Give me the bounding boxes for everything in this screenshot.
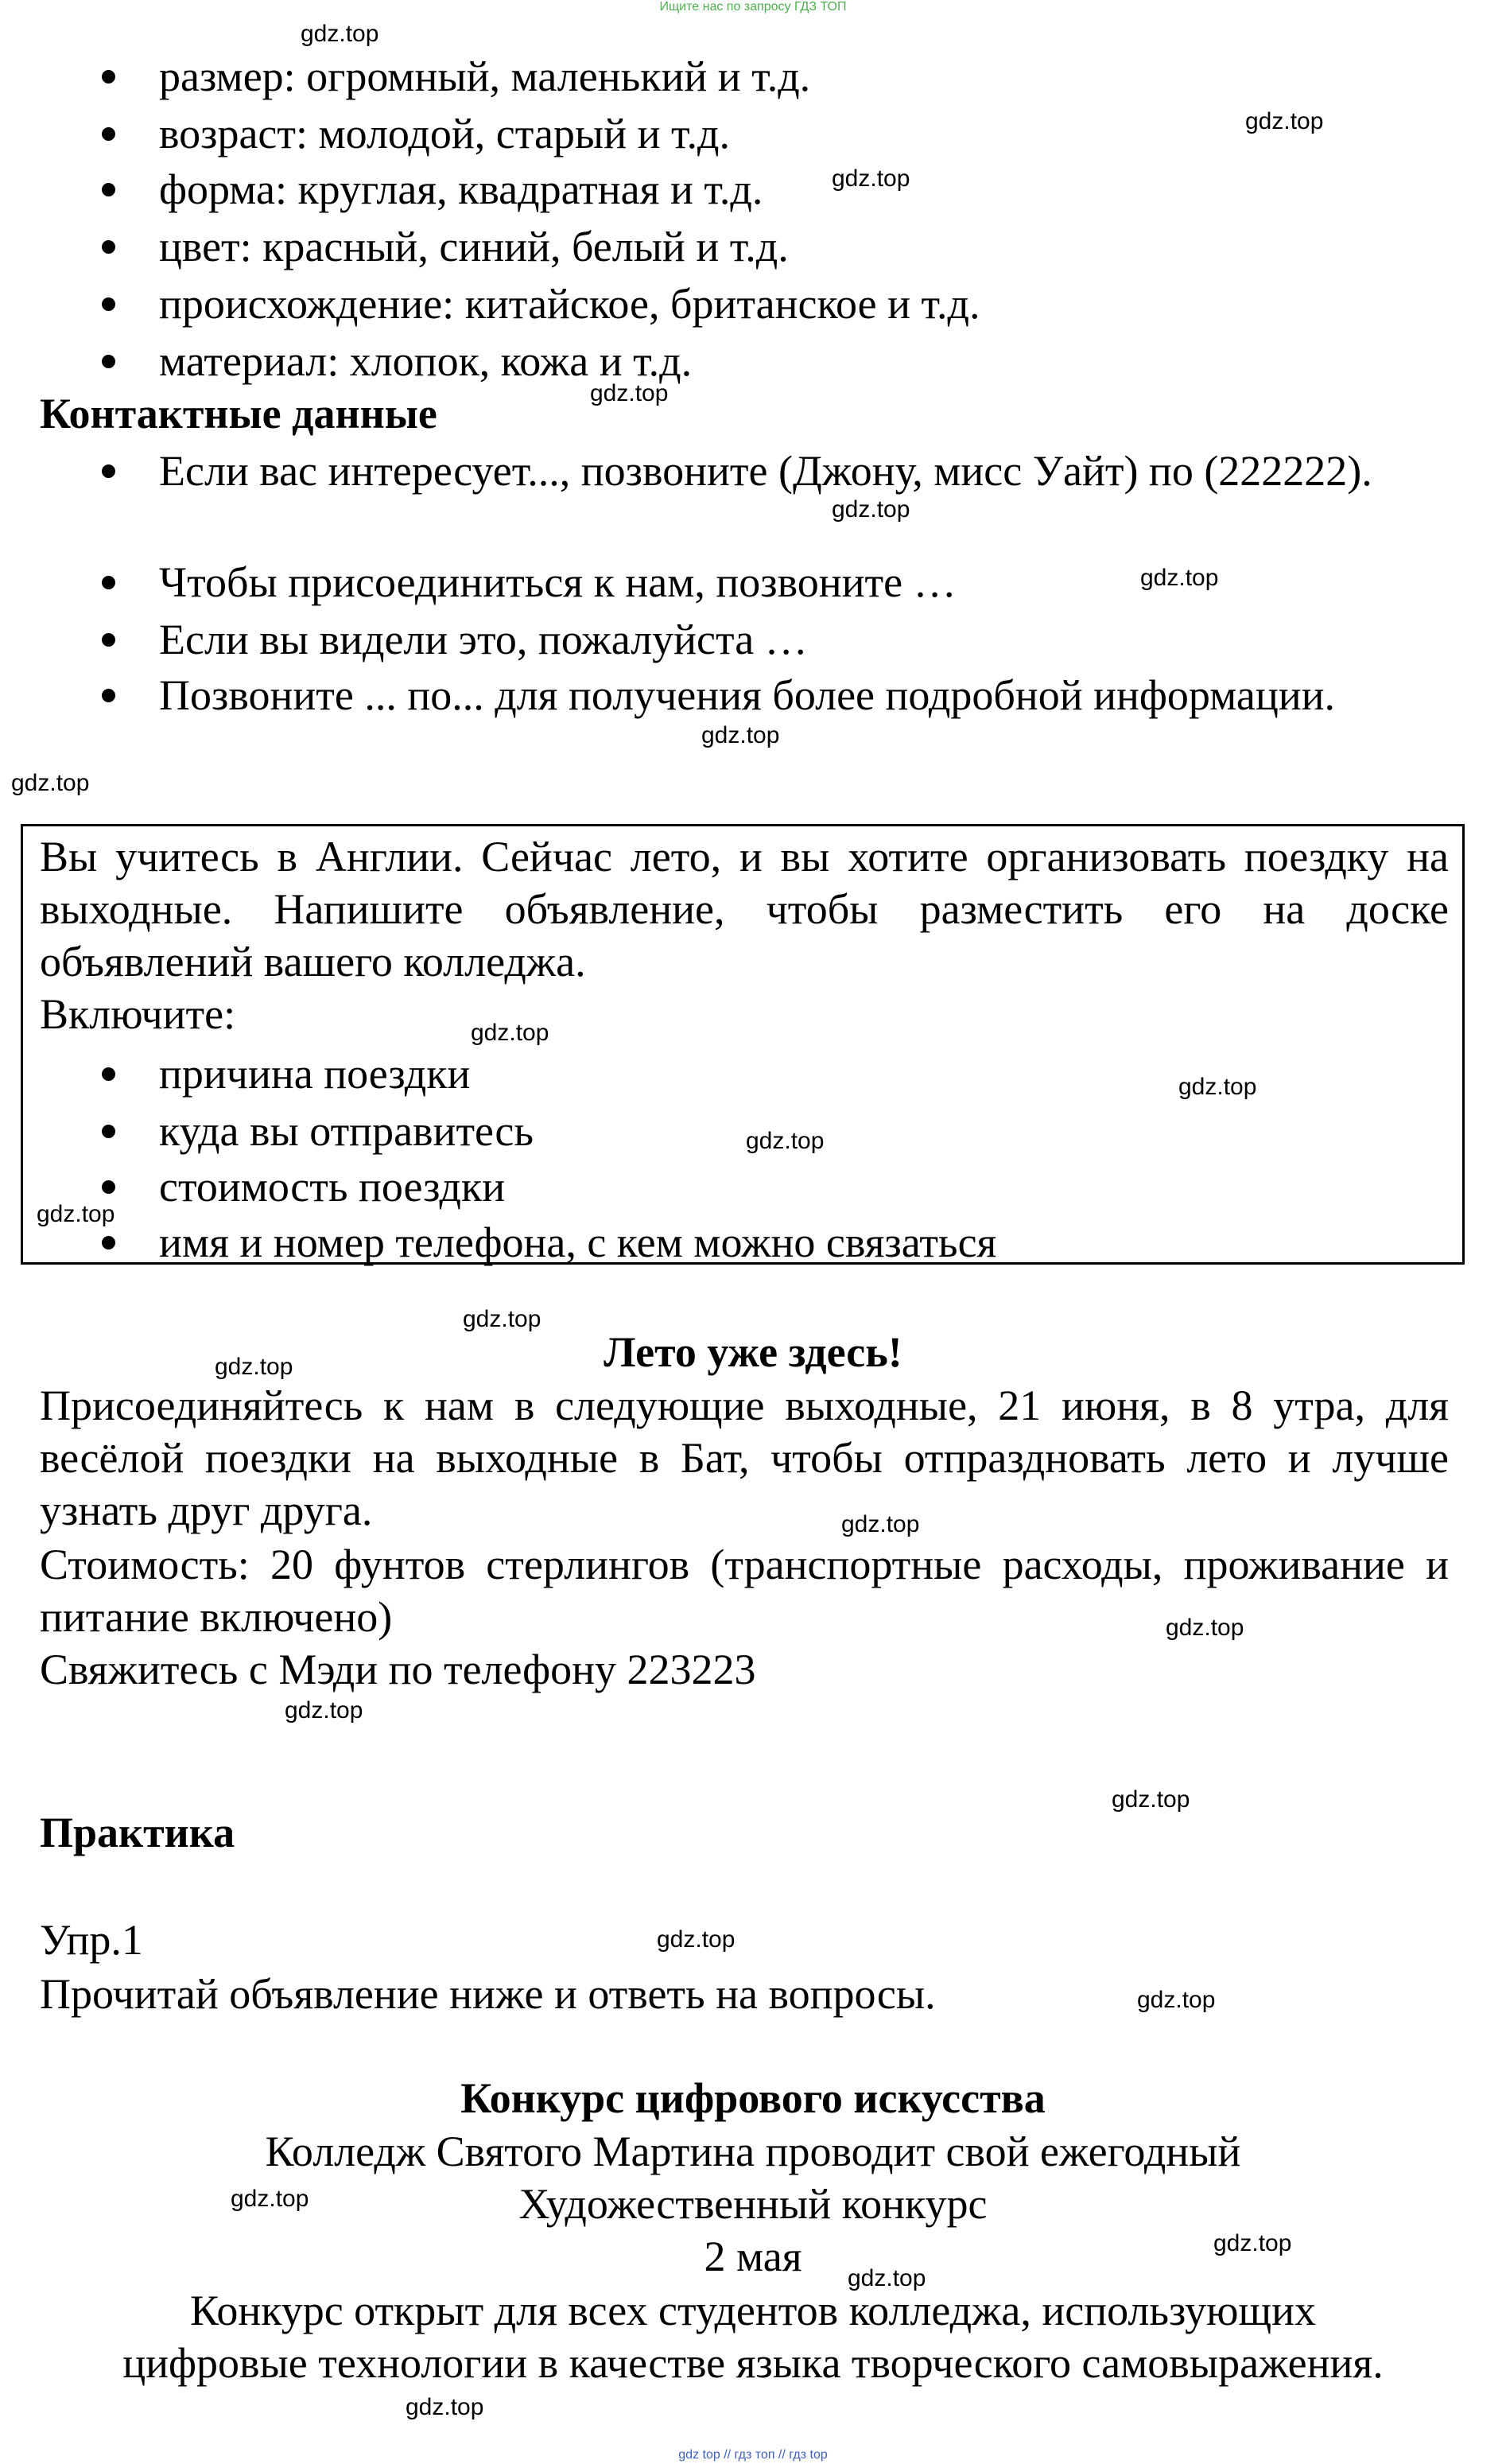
contest-line: Художественный конкурс — [518, 2180, 988, 2228]
watermark: gdz.top — [37, 1201, 115, 1227]
list-item: имя и номер телефона, с кем можно связаться — [159, 1217, 1449, 1268]
watermark: gdz.top — [832, 496, 910, 523]
watermark: gdz.top — [1245, 108, 1324, 134]
exercise-label: Упр.1 — [40, 1916, 143, 1964]
contest-line: цифровые технологии в качестве языка творческого самовыражения. — [122, 2339, 1384, 2387]
list-item: размер: огромный, маленький и т.д. — [159, 51, 1449, 102]
watermark: gdz.top — [463, 1306, 541, 1332]
watermark: gdz.top — [848, 2265, 926, 2291]
list-item: Если вас интересует..., позвоните (Джону, мисс Уайт) по (222222). — [159, 445, 1449, 496]
list-item: возраст: молодой, старый и т.д. — [159, 108, 1449, 159]
exercise-instruction: Прочитай объявление ниже и ответь на вопросы. — [40, 1970, 936, 2018]
bottom-banner: gdz top // гдз топ // гдз top — [678, 2448, 828, 2462]
contest-line: Колледж Святого Мартина проводит свой ежегодный — [265, 2128, 1241, 2175]
list-item: материал: хлопок, кожа и т.д. — [159, 336, 1449, 387]
watermark: gdz.top — [406, 2394, 484, 2420]
contest-line: Конкурс открыт для всех студентов колледжа, использующих — [190, 2287, 1316, 2334]
watermark: gdz.top — [1178, 1074, 1257, 1100]
announcement-title: Лето уже здесь! — [604, 1328, 902, 1376]
list-item: стоимость поездки — [159, 1161, 1449, 1212]
watermark: gdz.top — [285, 1697, 363, 1724]
list-item: куда вы отправитесь — [159, 1106, 1449, 1156]
watermark: gdz.top — [841, 1511, 920, 1537]
list-item: форма: круглая, квадратная и т.д. — [159, 164, 1449, 215]
task-include-label: Включите: — [40, 990, 236, 1038]
announcement-contact: Свяжитесь с Мэди по телефону 223223 — [40, 1646, 756, 1693]
watermark: gdz.top — [1137, 1987, 1216, 2013]
list-item: Если вы видели это, пожалуйста … — [159, 614, 1449, 665]
list-item: причина поездки — [159, 1048, 1449, 1099]
list-item: цвет: красный, синий, белый и т.д. — [159, 221, 1449, 272]
watermark: gdz.top — [11, 770, 90, 796]
list-item: Чтобы присоединиться к нам, позвоните … — [159, 557, 1449, 608]
contest-date: 2 мая — [704, 2233, 802, 2280]
practice-heading: Практика — [40, 1809, 235, 1856]
contest-title: Конкурс цифрового искусства — [460, 2074, 1046, 2122]
watermark: gdz.top — [590, 380, 669, 406]
watermark: gdz.top — [1140, 565, 1219, 591]
watermark: gdz.top — [215, 1354, 293, 1380]
watermark: gdz.top — [1112, 1786, 1190, 1813]
watermark: gdz.top — [471, 1020, 549, 1046]
task-text: Вы учитесь в Англии. Сейчас лето, и вы хотите организовать поездку на выходные. Напишите объявление, чтобы разместить его на доске объявлений вашего колледжа. — [40, 833, 1449, 985]
top-banner: Ищите нас по запросу ГДЗ ТОП — [659, 0, 847, 14]
list-item: происхождение: китайское, британское и т.д. — [159, 278, 1449, 329]
watermark: gdz.top — [301, 21, 379, 47]
list-item: Позвоните ... по... для получения более подробной информации. — [159, 670, 1449, 721]
announcement-paragraph: Присоединяйтесь к нам в следующие выходные, 21 июня, в 8 утра, для весёлой поездки на выходные в Бат, чтобы отпраздновать лето и лучше узнать друг друга. — [40, 1382, 1449, 1534]
watermark: gdz.top — [1213, 2230, 1292, 2256]
watermark: gdz.top — [746, 1128, 825, 1154]
watermark: gdz.top — [1166, 1615, 1244, 1641]
watermark: gdz.top — [701, 722, 780, 748]
watermark: gdz.top — [657, 1926, 736, 1953]
contacts-heading: Контактные данные — [40, 390, 437, 437]
watermark: gdz.top — [231, 2186, 309, 2212]
watermark: gdz.top — [832, 165, 910, 192]
announcement-cost: Стоимость: 20 фунтов стерлингов (транспортные расходы, проживание и питание включено) — [40, 1541, 1449, 1641]
